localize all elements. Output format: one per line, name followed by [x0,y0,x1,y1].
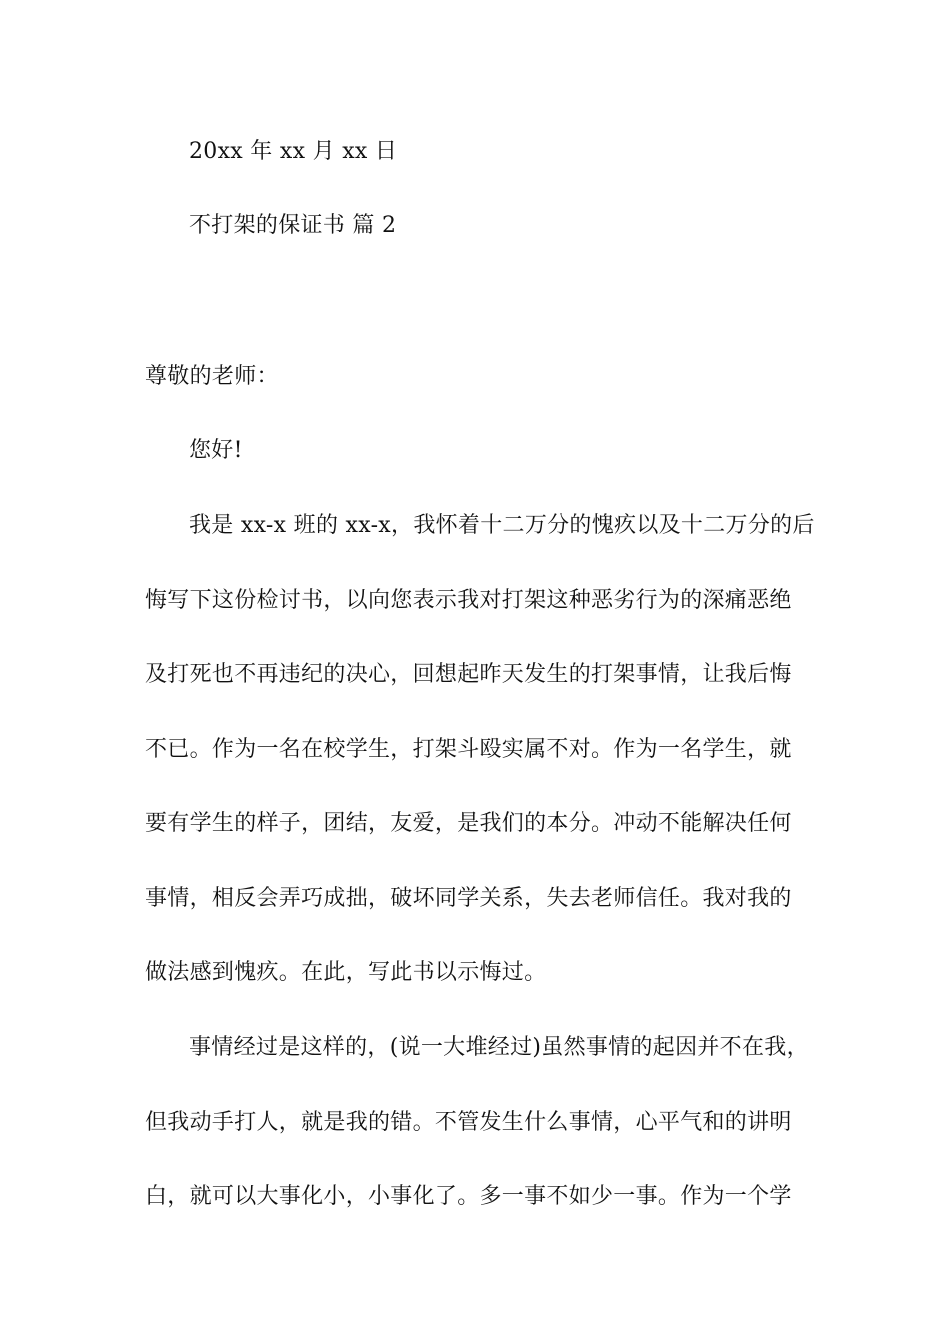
section-title: 不打架的保证书 篇 2 [189,213,397,238]
paragraph-line: 事情经过是这样的，(说一大堆经过)虽然事情的起因并不在我， [189,1035,809,1060]
date-line: 20xx 年 xx 月 xx 日 [189,139,398,164]
paragraph-line: 及打死也不再违纪的决心，回想起昨天发生的打架事情，让我后悔 [145,662,792,687]
paragraph-line: 要有学生的样子，团结，友爱，是我们的本分。冲动不能解决任何 [145,811,792,836]
paragraph-line: 事情，相反会弄巧成拙，破坏同学关系，失去老师信任。我对我的 [145,886,792,911]
greeting: 您好! [189,438,243,463]
paragraph-line: 白，就可以大事化小，小事化了。多一事不如少一事。作为一个学 [145,1184,792,1209]
paragraph-line: 我是 xx-x 班的 xx-x，我怀着十二万分的愧疚以及十二万分的后 [189,513,815,538]
salutation: 尊敬的老师： [145,364,279,389]
paragraph-line: 不已。作为一名在校学生，打架斗殴实属不对。作为一名学生，就 [145,737,792,762]
paragraph-line: 但我动手打人，就是我的错。不管发生什么事情，心平气和的讲明 [145,1110,792,1135]
paragraph-line: 做法感到愧疚。在此，写此书以示悔过。 [145,960,547,985]
paragraph-line: 悔写下这份检讨书，以向您表示我对打架这种恶劣行为的深痛恶绝 [145,588,792,613]
